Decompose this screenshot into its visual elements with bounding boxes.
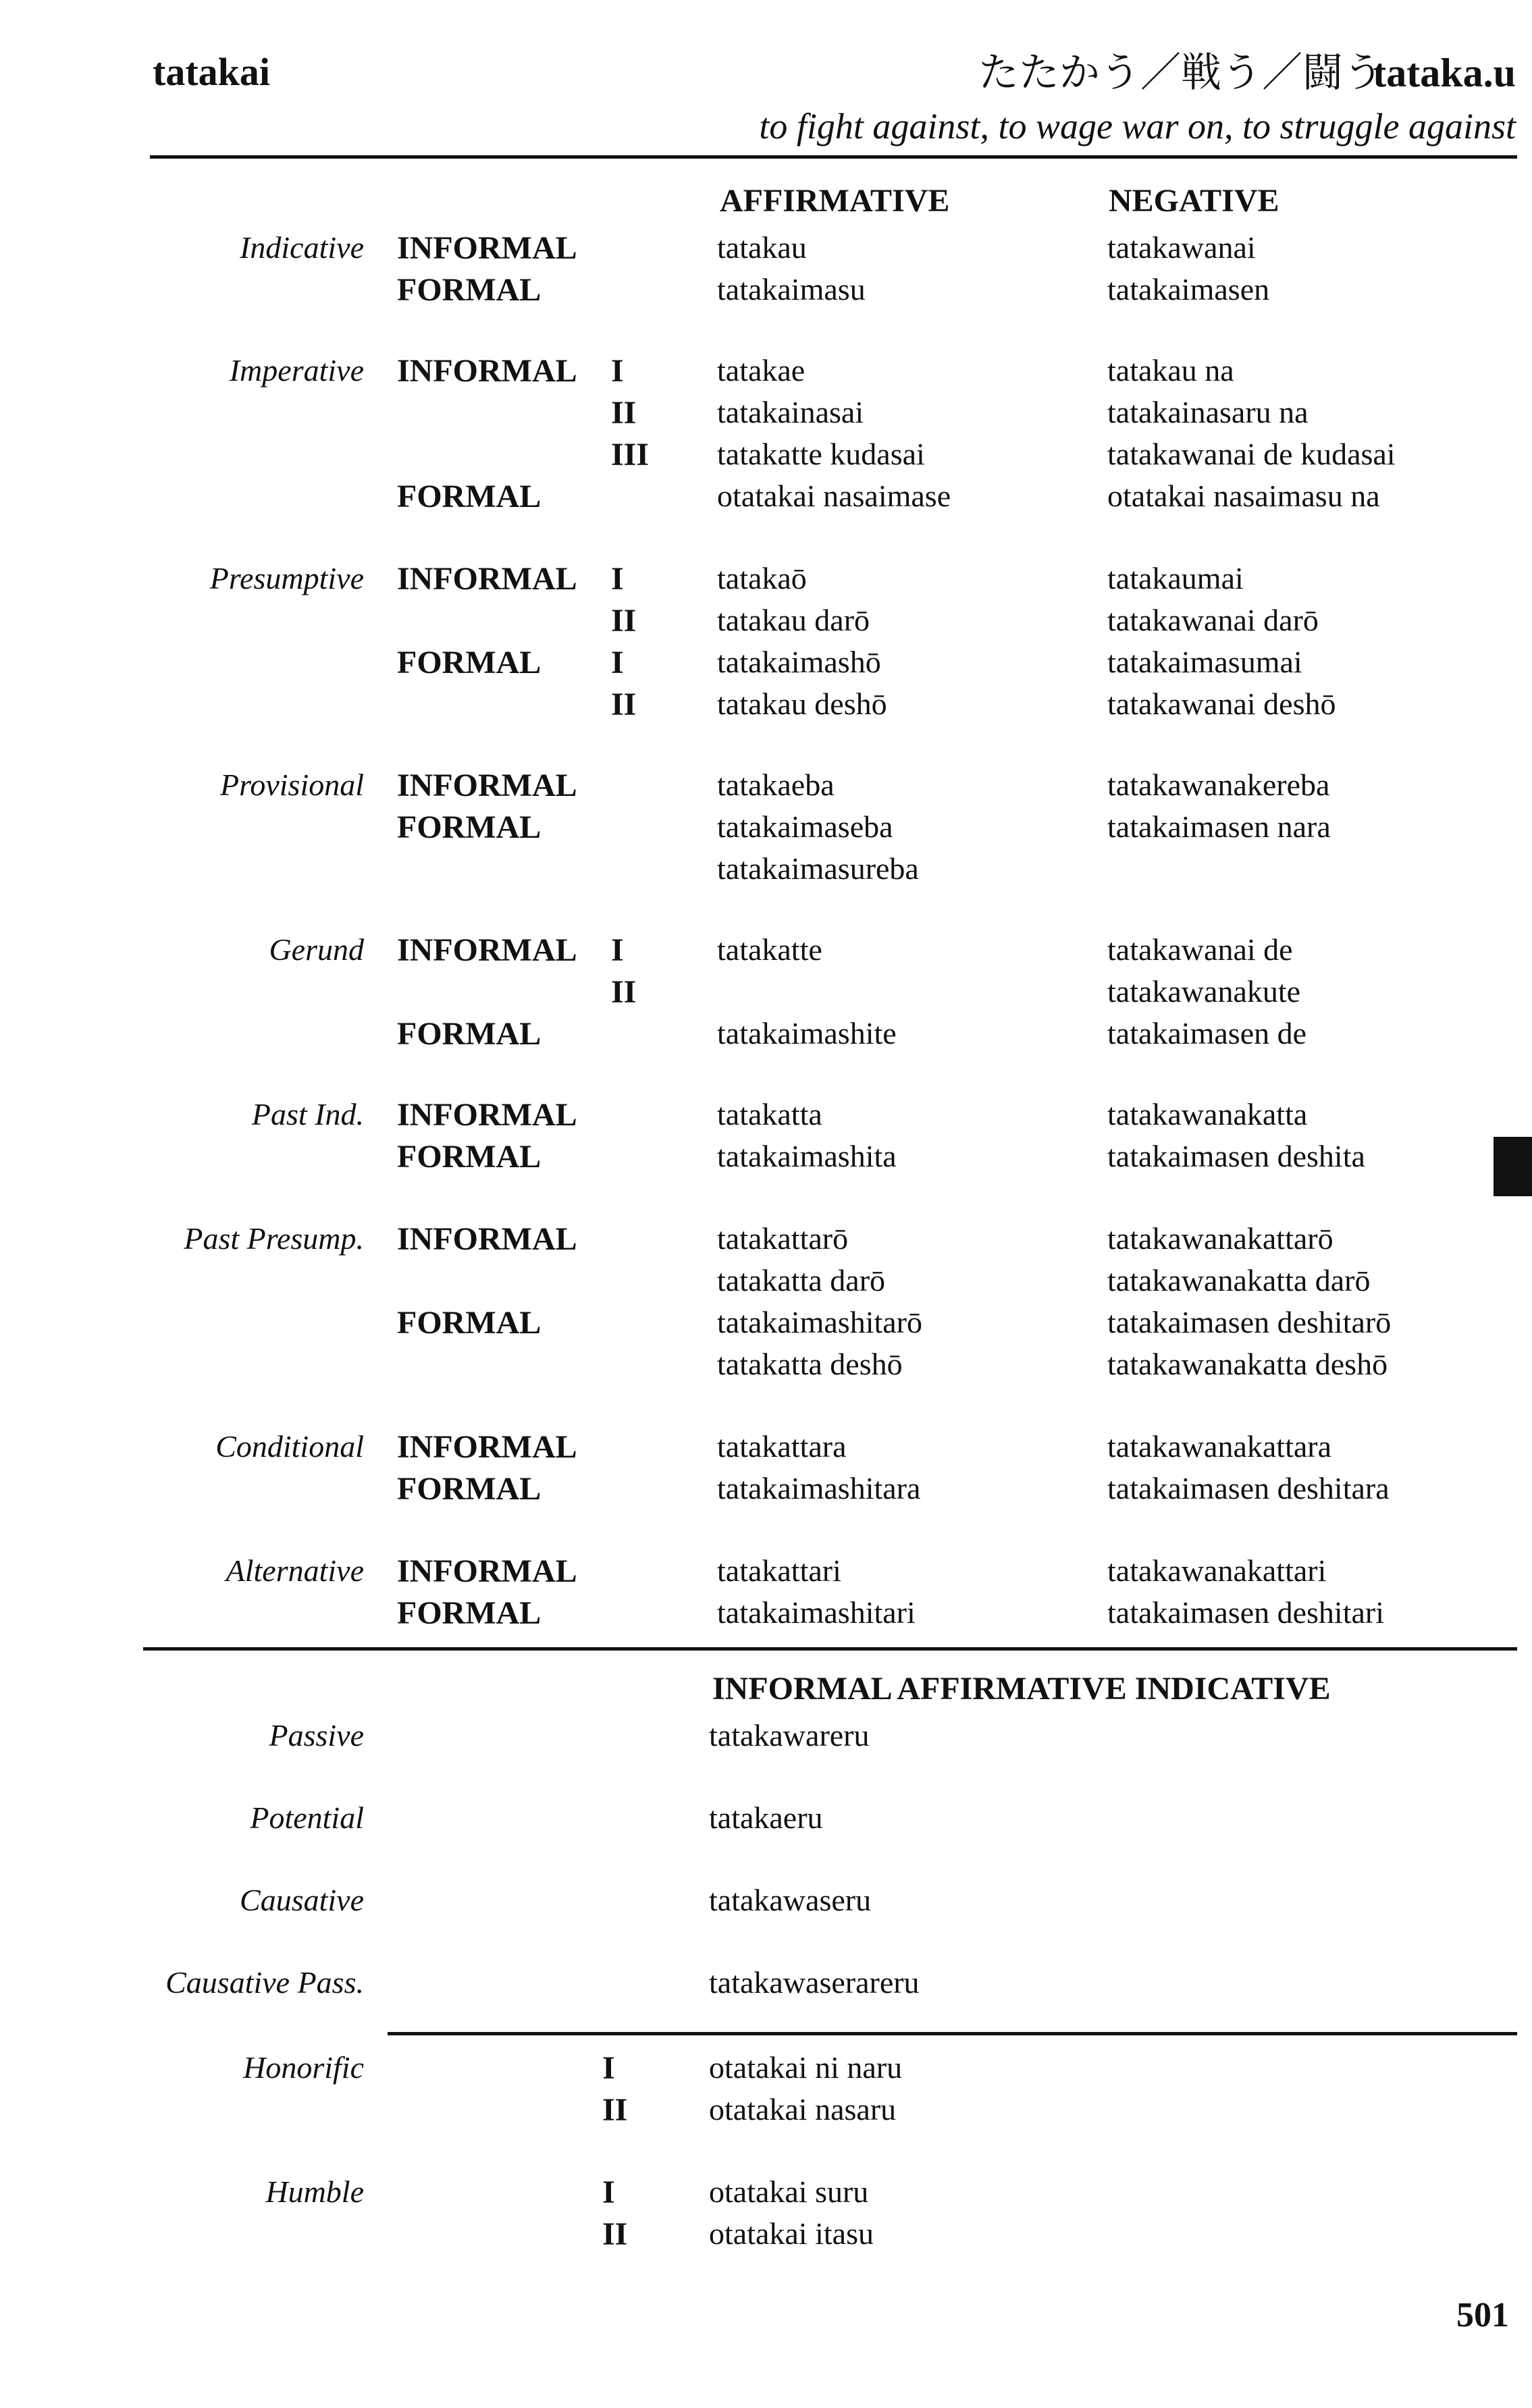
conjugation-row [0,355,1532,396]
affirmative-form: tatakae [717,353,805,387]
politeness-level: INFORMAL [397,768,577,803]
derived-label: Honorific [243,2050,364,2085]
form-number: II [602,2092,628,2128]
affirmative-form: tatakaimashitara [717,1471,921,1505]
conjugation-row [0,439,1532,479]
negative-form: tatakawanakute [1107,974,1301,1009]
affirmative-form: tatakaimasu [717,272,866,306]
conjugation-row [0,397,1532,437]
negative-form: tatakaimasen [1107,272,1270,306]
derived-row [0,2176,1532,2217]
politeness-level: FORMAL [397,1305,542,1341]
derived-form: otatakai ni naru [709,2050,903,2085]
negative-form: tatakawanakattari [1107,1553,1327,1588]
section-divider [143,1647,1517,1651]
conjugation-row [0,770,1532,810]
tense-label: Past Ind. [251,1097,364,1131]
conjugation-row [0,1349,1532,1389]
romaji-heading: tataka.u [1373,51,1516,95]
affirmative-form: otatakai nasaimase [717,479,951,513]
form-number: II [611,687,637,722]
form-number: III [611,437,650,473]
conjugation-row [0,1597,1532,1638]
conjugation-row [0,1265,1532,1306]
affirmative-form: tatakaimashita [717,1139,897,1173]
politeness-level: FORMAL [397,272,542,308]
affirmative-form: tatakaimashitari [717,1595,916,1630]
negative-form: tatakawanai deshō [1107,687,1336,721]
conjugation-row [0,1555,1532,1596]
conjugation-row [0,481,1532,521]
affirmative-form: tatakatta deshō [717,1347,903,1381]
derived-label: Passive [269,1718,364,1753]
kana-heading: たたかう／戦う／闘う [978,49,1383,97]
affirmative-form: tatakatta darō [717,1263,886,1297]
conjugation-row [0,976,1532,1017]
politeness-level: INFORMAL [397,561,577,597]
conjugation-row [0,934,1532,975]
negative-form: tatakaimasen deshitara [1107,1471,1390,1505]
conjugation-row [0,232,1532,273]
negative-form: tatakawanai de [1107,932,1293,967]
form-number: II [611,395,637,431]
affirmative-form: tatakattara [717,1429,847,1464]
derived-label: Causative Pass. [165,1965,364,2000]
tense-label: Alternative [226,1553,364,1588]
negative-form: tatakawanakereba [1107,768,1330,802]
tense-label: Conditional [215,1429,364,1464]
negative-form: tatakawanakatta [1107,1097,1308,1131]
negative-form: tatakaumai [1107,561,1244,595]
form-number: I [611,645,624,680]
conjugation-row [0,1099,1532,1140]
negative-form: tatakaimasen de [1107,1016,1307,1050]
derived-form: tatakawareru [709,1718,870,1753]
politeness-level: FORMAL [397,1595,542,1631]
negative-column-header: NEGATIVE [1109,183,1279,219]
english-gloss: to fight against, to wage war on, to struggle against [759,106,1516,146]
negative-form: tatakaimasen nara [1107,809,1331,844]
tense-label: Indicative [240,230,364,265]
affirmative-form: tatakau deshō [717,687,887,721]
conjugation-row [0,605,1532,645]
politeness-level: INFORMAL [397,1221,577,1257]
politeness-level: INFORMAL [397,932,577,968]
negative-form: tatakawanai de kudasai [1107,437,1396,471]
affirmative-form: tatakaimasureba [717,851,919,886]
derived-label: Potential [250,1800,364,1835]
form-number: I [602,2174,615,2210]
politeness-level: FORMAL [397,1139,542,1175]
form-number: II [611,603,637,639]
derived-forms-heading: INFORMAL AFFIRMATIVE INDICATIVE [712,1671,1331,1707]
affirmative-form: tatakau [717,230,807,265]
form-number: I [602,2050,615,2086]
negative-form: tatakaimasen deshita [1107,1139,1365,1173]
affirmative-form: tatakaimashite [717,1016,897,1050]
tense-label: Gerund [269,932,364,967]
negative-form: tatakaimasen deshitarō [1107,1305,1392,1339]
derived-label: Causative [240,1883,364,1917]
conjugation-row [0,1223,1532,1264]
negative-form: tatakaimasen deshitari [1107,1595,1385,1630]
tense-label: Provisional [220,768,364,802]
conjugation-row [0,811,1532,852]
affirmative-form: tatakaimashō [717,645,881,679]
conjugation-row [0,563,1532,604]
tense-label: Past Presump. [184,1221,364,1256]
politeness-level: FORMAL [397,1471,542,1507]
negative-form: tatakainasaru na [1107,395,1309,429]
thumb-index-tab [1494,1137,1532,1196]
politeness-level: INFORMAL [397,1553,577,1589]
tense-label: Imperative [229,353,364,387]
affirmative-form: tatakaeba [717,768,835,802]
affirmative-column-header: AFFIRMATIVE [720,183,950,219]
negative-form: tatakawanakattara [1107,1429,1331,1464]
affirmative-form: tatakau darō [717,603,870,637]
politeness-level: FORMAL [397,645,542,680]
header-rule [150,155,1517,159]
conjugation-row [0,1431,1532,1472]
derived-form: otatakai suru [709,2174,869,2209]
derived-row [0,1802,1532,1843]
conjugation-row [0,1473,1532,1514]
derived-form: tatakaeru [709,1800,823,1835]
conjugation-row [0,689,1532,729]
politeness-level: FORMAL [397,479,542,514]
affirmative-form: tatakaimaseba [717,809,893,844]
negative-form: tatakawanai darō [1107,603,1319,637]
conjugation-row [0,1018,1532,1059]
politeness-level: INFORMAL [397,1429,577,1465]
affirmative-form: tatakattari [717,1553,841,1588]
derived-form: otatakai nasaru [709,2092,897,2126]
affirmative-form: tatakatta [717,1097,822,1131]
conjugation-row [0,274,1532,315]
affirmative-form: tatakattarō [717,1221,849,1256]
form-number: II [602,2216,628,2252]
derived-row [0,2052,1532,2093]
form-number: I [611,561,624,597]
derived-form: tatakawaserareru [709,1965,920,2000]
page-number: 501 [1456,2296,1509,2334]
politeness-level: FORMAL [397,809,542,845]
conjugation-row [0,1141,1532,1181]
form-number: I [611,932,624,968]
politeness-level: INFORMAL [397,353,577,389]
negative-form: otatakai nasaimasu na [1107,479,1380,513]
politeness-level: INFORMAL [397,230,577,266]
politeness-level: FORMAL [397,1016,542,1052]
tense-label: Presumptive [209,561,364,595]
honorific-divider [388,2032,1517,2035]
affirmative-form: tatakaimashitarō [717,1305,922,1339]
derived-row [0,2218,1532,2259]
conjugation-row [0,1307,1532,1347]
politeness-level: INFORMAL [397,1097,577,1133]
derived-row [0,2094,1532,2135]
affirmative-form: tatakaō [717,561,807,595]
headword: tatakai [153,50,270,94]
affirmative-form: tatakainasai [717,395,864,429]
derived-form: otatakai itasu [709,2216,874,2251]
derived-row [0,1720,1532,1761]
derived-row [0,1967,1532,2008]
derived-form: tatakawaseru [709,1883,872,1917]
negative-form: tatakawanakattarō [1107,1221,1333,1256]
conjugation-row [0,853,1532,894]
form-number: I [611,353,624,389]
negative-form: tatakawanai [1107,230,1256,265]
conjugation-row [0,647,1532,687]
negative-form: tatakaimasumai [1107,645,1302,679]
derived-label: Humble [265,2174,364,2209]
affirmative-form: tatakatte kudasai [717,437,925,471]
negative-form: tatakau na [1107,353,1234,387]
form-number: II [611,974,637,1010]
negative-form: tatakawanakatta deshō [1107,1347,1388,1381]
affirmative-form: tatakatte [717,932,822,967]
derived-row [0,1885,1532,1925]
negative-form: tatakawanakatta darō [1107,1263,1371,1297]
